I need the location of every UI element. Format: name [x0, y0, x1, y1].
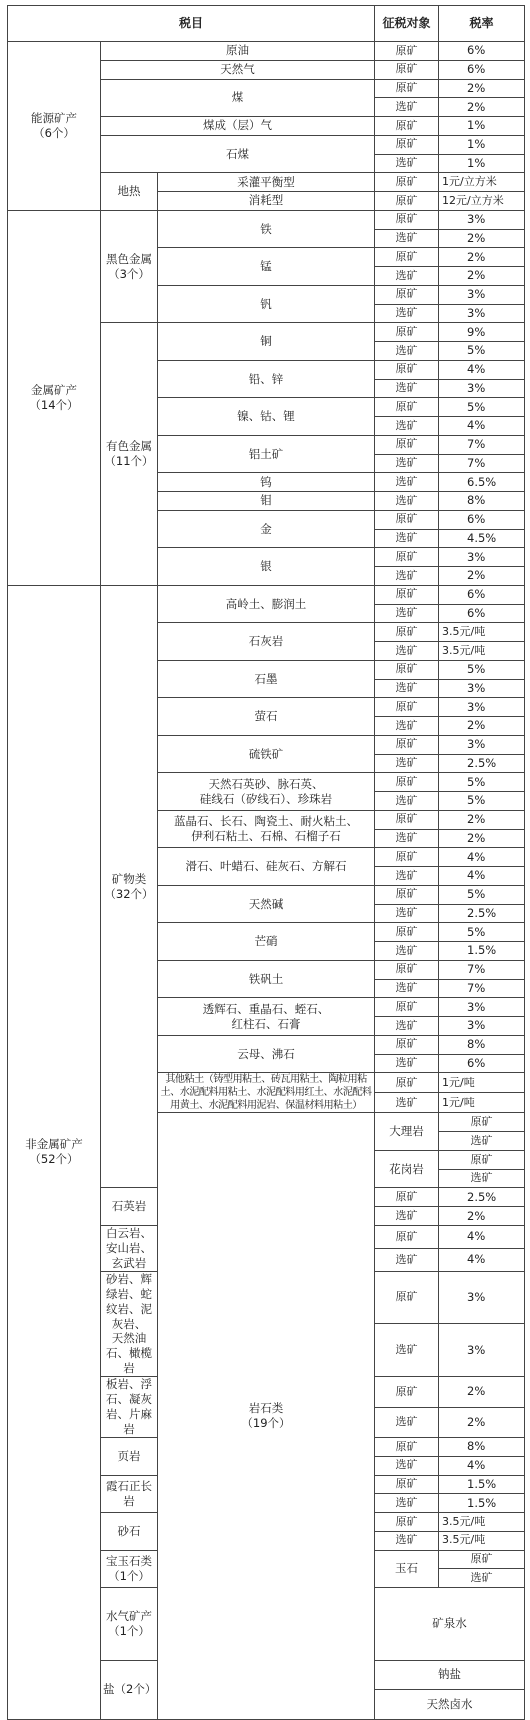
mineral-cell: 玉石	[375, 1550, 439, 1588]
header-row	[8, 6, 525, 42]
resource-tax-table	[7, 5, 525, 1720]
tax-object-cell: 选矿	[375, 1324, 439, 1377]
tax-object-cell: 选矿	[375, 642, 439, 661]
tax-rate-cell: 4.5%	[439, 529, 525, 548]
table-row	[8, 585, 525, 604]
tax-object-cell: 原矿	[375, 435, 439, 454]
subcategory-cell: 石煤	[101, 135, 375, 173]
tax-rate-cell: 2.5%	[439, 1188, 525, 1207]
tax-rate-cell: 3%	[439, 285, 525, 304]
tax-rate-cell: 3.5元/吨	[439, 1513, 525, 1532]
mineral-cell: 石灰岩	[158, 623, 375, 661]
mineral-cell: 硫铁矿	[158, 735, 375, 773]
tax-object-cell: 原矿	[375, 1438, 439, 1457]
tax-object-cell: 选矿	[375, 304, 439, 323]
tax-object-cell: 选矿	[375, 379, 439, 398]
tax-rate-cell: 1元/吨	[439, 1073, 525, 1093]
mineral-cell: 大理岩	[375, 1113, 439, 1151]
mineral-cell: 花岗岩	[375, 1150, 439, 1188]
tax-object-cell: 选矿	[439, 1569, 525, 1588]
subcategory-cell: 有色金属 （11个）	[101, 323, 158, 586]
tax-rate-cell: 6%	[439, 42, 525, 61]
tax-rate-cell: 9%	[439, 323, 525, 342]
tax-rate-cell: 2%	[439, 1377, 525, 1407]
tax-rate-cell: 3%	[439, 548, 525, 567]
tax-object-cell: 选矿	[375, 1248, 439, 1271]
tax-object-cell: 原矿	[375, 735, 439, 754]
tax-object-cell: 选矿	[375, 473, 439, 492]
tax-object-cell: 选矿	[375, 492, 439, 511]
tax-object-cell: 选矿	[375, 829, 439, 848]
tax-object-cell: 原矿	[375, 323, 439, 342]
mineral-cell: 石墨	[158, 660, 375, 698]
subcategory-cell: 宝玉石类 （1个）	[101, 1550, 158, 1588]
tax-rate-cell: 8%	[439, 1438, 525, 1457]
tax-object-cell: 选矿	[375, 1494, 439, 1513]
tax-rate-cell: 5%	[439, 398, 525, 417]
category-cell: 水气矿产（1个）	[101, 1588, 158, 1660]
tax-object-cell: 原矿	[375, 360, 439, 379]
tax-object-cell: 原矿	[375, 960, 439, 979]
mineral-cell: 页岩	[101, 1438, 158, 1476]
tax-rate-cell: 2%	[439, 1207, 525, 1226]
tax-object-cell: 选矿	[375, 1456, 439, 1475]
tax-object-cell: 原矿	[375, 510, 439, 529]
tax-rate-cell: 1%	[439, 135, 525, 154]
tax-rate-cell: 4%	[439, 1225, 525, 1248]
mineral-cell: 板岩、浮石、凝灰岩、片麻岩	[101, 1377, 158, 1438]
mineral-cell: 消耗型	[158, 192, 375, 211]
tax-rate-cell: 1.5%	[439, 1494, 525, 1513]
tax-object-cell: 原矿	[375, 998, 439, 1017]
tax-object-cell: 选矿	[439, 1132, 525, 1151]
tax-rate-cell: 2.5%	[439, 904, 525, 923]
table-row	[8, 210, 525, 229]
tax-object-cell: 选矿	[375, 567, 439, 586]
tax-object-cell: 原矿	[375, 192, 439, 211]
tax-rate-cell: 2%	[439, 267, 525, 286]
tax-object-cell: 选矿	[375, 342, 439, 361]
tax-object-cell: 原矿	[375, 623, 439, 642]
subcategory-cell: 天然卤水	[375, 1690, 525, 1720]
tax-object-cell: 选矿	[375, 942, 439, 961]
tax-object-cell: 选矿	[375, 604, 439, 623]
tax-rate-cell: 1%	[439, 154, 525, 173]
tax-rate-cell: 4%	[439, 417, 525, 436]
tax-object-cell: 选矿	[375, 979, 439, 998]
tax-rate-cell: 6.5%	[439, 473, 525, 492]
tax-object-cell: 原矿	[375, 248, 439, 267]
tax-object-cell: 原矿	[375, 1377, 439, 1407]
tax-rate-cell: 2%	[439, 829, 525, 848]
tax-rate-cell: 4%	[439, 867, 525, 886]
tax-rate-cell: 6%	[439, 585, 525, 604]
tax-rate-cell: 5%	[439, 923, 525, 942]
tax-rate-cell: 5%	[439, 660, 525, 679]
tax-object-cell: 原矿	[375, 79, 439, 98]
mineral-cell: 蓝晶石、长石、陶瓷土、耐火粘土、 伊利石粘土、石棉、石榴子石	[158, 810, 375, 848]
table-body	[8, 42, 525, 1720]
tax-object-cell: 选矿	[375, 154, 439, 173]
tax-object-cell: 选矿	[375, 1054, 439, 1073]
tax-rate-cell: 4%	[439, 360, 525, 379]
mineral-cell: 石英岩	[101, 1188, 158, 1226]
category-cell: 盐（2个）	[101, 1660, 158, 1719]
tax-rate-cell: 8%	[439, 492, 525, 511]
tax-rate-cell: 2%	[439, 717, 525, 736]
mineral-cell: 铁矾土	[158, 960, 375, 998]
tax-rate-cell: 6%	[439, 60, 525, 79]
tax-object-cell: 选矿	[375, 98, 439, 117]
tax-object-cell: 原矿	[375, 210, 439, 229]
tax-object-cell: 原矿	[375, 885, 439, 904]
tax-object-cell: 原矿	[375, 60, 439, 79]
tax-rate-cell: 2%	[439, 810, 525, 829]
mineral-cell: 芒硝	[158, 923, 375, 961]
tax-object-cell: 原矿	[375, 660, 439, 679]
tax-object-cell: 原矿	[375, 1073, 439, 1093]
mineral-cell: 金	[158, 510, 375, 548]
tax-object-cell: 选矿	[375, 1207, 439, 1226]
subcategory-cell: 矿物类 （32个）	[101, 585, 158, 1188]
tax-object-cell: 原矿	[375, 173, 439, 192]
tax-object-cell: 选矿	[375, 792, 439, 811]
mineral-cell: 铅、锌	[158, 360, 375, 398]
mineral-cell: 钼	[158, 492, 375, 511]
tax-rate-cell: 5%	[439, 792, 525, 811]
subcategory-cell: 原油	[101, 42, 375, 61]
tax-object-cell: 原矿	[375, 848, 439, 867]
tax-rate-cell: 3%	[439, 1271, 525, 1324]
tax-rate-cell: 1%	[439, 117, 525, 136]
tax-rate-cell: 1元/吨	[439, 1093, 525, 1113]
subcategory-cell: 天然气	[101, 60, 375, 79]
mineral-cell: 萤石	[158, 698, 375, 736]
tax-object-cell: 原矿	[375, 773, 439, 792]
tax-rate-cell: 4%	[439, 848, 525, 867]
tax-rate-cell: 2.5%	[439, 754, 525, 773]
tax-rate-cell: 1元/立方米	[439, 173, 525, 192]
tax-rate-cell: 4%	[439, 1248, 525, 1271]
tax-rate-cell: 5%	[439, 342, 525, 361]
tax-object-cell: 原矿	[375, 117, 439, 136]
tax-object-cell: 原矿	[375, 585, 439, 604]
tax-rate-cell: 6%	[439, 1054, 525, 1073]
tax-rate-cell: 2%	[439, 248, 525, 267]
tax-object-cell: 选矿	[439, 1169, 525, 1188]
tax-rate-cell: 3%	[439, 304, 525, 323]
mineral-cell: 采灌平衡型	[158, 173, 375, 192]
mineral-cell: 镍、钴、锂	[158, 398, 375, 436]
tax-rate-cell: 7%	[439, 979, 525, 998]
tax-object-cell: 原矿	[439, 1150, 525, 1169]
mineral-cell: 透辉石、重晶石、蛭石、 红柱石、石膏	[158, 998, 375, 1036]
tax-object-cell: 原矿	[375, 548, 439, 567]
category-cell: 非金属矿产 （52个）	[8, 585, 101, 1719]
tax-rate-cell: 3%	[439, 379, 525, 398]
subcategory-cell: 钠盐	[375, 1660, 525, 1690]
tax-rate-cell: 3%	[439, 210, 525, 229]
tax-object-cell: 选矿	[375, 1093, 439, 1113]
mineral-cell: 高岭土、膨润土	[158, 585, 375, 623]
subcategory-cell: 黑色金属 （3个）	[101, 210, 158, 323]
category-cell: 能源矿产 （6个）	[8, 42, 101, 211]
tax-object-cell: 选矿	[375, 717, 439, 736]
mineral-cell: 钒	[158, 285, 375, 323]
tax-object-cell: 选矿	[375, 229, 439, 248]
mineral-cell: 砂石	[101, 1513, 158, 1551]
mineral-cell: 铝土矿	[158, 435, 375, 473]
tax-rate-cell: 5%	[439, 773, 525, 792]
mineral-cell: 砂岩、辉绿岩、蛇纹岩、泥灰岩、 天然油石、橄榄岩	[101, 1271, 158, 1377]
tax-rate-cell: 6%	[439, 604, 525, 623]
tax-rate-cell: 3.5元/吨	[439, 1531, 525, 1550]
tax-object-cell: 原矿	[375, 810, 439, 829]
tax-object-cell: 选矿	[375, 679, 439, 698]
subcategory-cell: 岩石类 （19个）	[158, 1113, 375, 1719]
tax-object-cell: 选矿	[375, 867, 439, 886]
table-row	[8, 42, 525, 61]
mineral-cell: 云母、沸石	[158, 1035, 375, 1073]
header-tax-item: 税目	[8, 6, 375, 42]
tax-object-cell: 选矿	[375, 267, 439, 286]
tax-object-cell: 选矿	[375, 1531, 439, 1550]
tax-object-cell: 原矿	[375, 1271, 439, 1324]
tax-object-cell: 原矿	[375, 398, 439, 417]
tax-rate-cell: 3.5元/吨	[439, 623, 525, 642]
subcategory-cell: 煤成（层）气	[101, 117, 375, 136]
mineral-cell: 天然石英砂、脉石英、 硅线石（矽线石）、珍珠岩	[158, 773, 375, 811]
tax-rate-cell: 7%	[439, 454, 525, 473]
tax-object-cell: 选矿	[375, 1017, 439, 1036]
tax-object-cell: 选矿	[375, 454, 439, 473]
tax-object-cell: 原矿	[375, 1475, 439, 1494]
mineral-cell: 钨	[158, 473, 375, 492]
tax-rate-cell: 2%	[439, 567, 525, 586]
tax-rate-cell: 2%	[439, 98, 525, 117]
tax-object-cell: 选矿	[375, 904, 439, 923]
subcategory-cell: 矿泉水	[375, 1588, 525, 1660]
subcategory-cell: 煤	[101, 79, 375, 117]
tax-rate-cell: 3%	[439, 679, 525, 698]
mineral-cell: 锰	[158, 248, 375, 286]
tax-object-cell: 选矿	[375, 529, 439, 548]
tax-rate-cell: 2%	[439, 1407, 525, 1437]
mineral-cell: 滑石、叶蜡石、硅灰石、方解石	[158, 848, 375, 886]
tax-rate-cell: 1.5%	[439, 942, 525, 961]
tax-rate-cell: 3%	[439, 735, 525, 754]
tax-rate-cell: 4%	[439, 1456, 525, 1475]
tax-object-cell: 原矿	[375, 1035, 439, 1054]
mineral-cell: 银	[158, 548, 375, 586]
tax-object-cell: 原矿	[375, 698, 439, 717]
tax-rate-cell: 7%	[439, 435, 525, 454]
mineral-cell: 霞石正长岩	[101, 1475, 158, 1513]
tax-rate-cell: 2%	[439, 79, 525, 98]
tax-object-cell: 原矿	[375, 1513, 439, 1532]
mineral-cell: 铁	[158, 210, 375, 248]
tax-object-cell: 原矿	[375, 923, 439, 942]
header-tax-object: 征税对象	[375, 6, 439, 42]
tax-rate-cell: 1.5%	[439, 1475, 525, 1494]
category-cell: 金属矿产 （14个）	[8, 210, 101, 585]
tax-rate-cell: 3%	[439, 998, 525, 1017]
tax-rate-cell: 3%	[439, 698, 525, 717]
tax-object-cell: 原矿	[375, 285, 439, 304]
tax-rate-cell: 3%	[439, 1017, 525, 1036]
mineral-cell: 天然碱	[158, 885, 375, 923]
tax-object-cell: 原矿	[375, 1188, 439, 1207]
tax-object-cell: 原矿	[439, 1550, 525, 1569]
tax-object-cell: 选矿	[375, 1407, 439, 1437]
header-tax-rate: 税率	[439, 6, 525, 42]
tax-object-cell: 原矿	[375, 135, 439, 154]
tax-rate-cell: 12元/立方米	[439, 192, 525, 211]
tax-object-cell: 原矿	[439, 1113, 525, 1132]
tax-rate-cell: 8%	[439, 1035, 525, 1054]
tax-rate-cell: 6%	[439, 510, 525, 529]
tax-object-cell: 选矿	[375, 754, 439, 773]
tax-rate-cell: 5%	[439, 885, 525, 904]
tax-rate-cell: 3.5元/吨	[439, 642, 525, 661]
mineral-cell: 其他粘土（铸型用粘土、砖瓦用粘土、陶粒用粘土、水泥配料用粘土、水泥配料用红土、水泥配料用黄土、水泥配料用泥岩、保温材料用粘土）	[158, 1073, 375, 1113]
subcategory-cell: 地热	[101, 173, 158, 211]
tax-object-cell: 原矿	[375, 1225, 439, 1248]
tax-rate-cell: 7%	[439, 960, 525, 979]
tax-rate-cell: 2%	[439, 229, 525, 248]
tax-object-cell: 选矿	[375, 417, 439, 436]
tax-object-cell: 原矿	[375, 42, 439, 61]
mineral-cell: 白云岩、安山岩、玄武岩	[101, 1225, 158, 1271]
tax-rate-cell: 3%	[439, 1324, 525, 1377]
mineral-cell: 铜	[158, 323, 375, 361]
